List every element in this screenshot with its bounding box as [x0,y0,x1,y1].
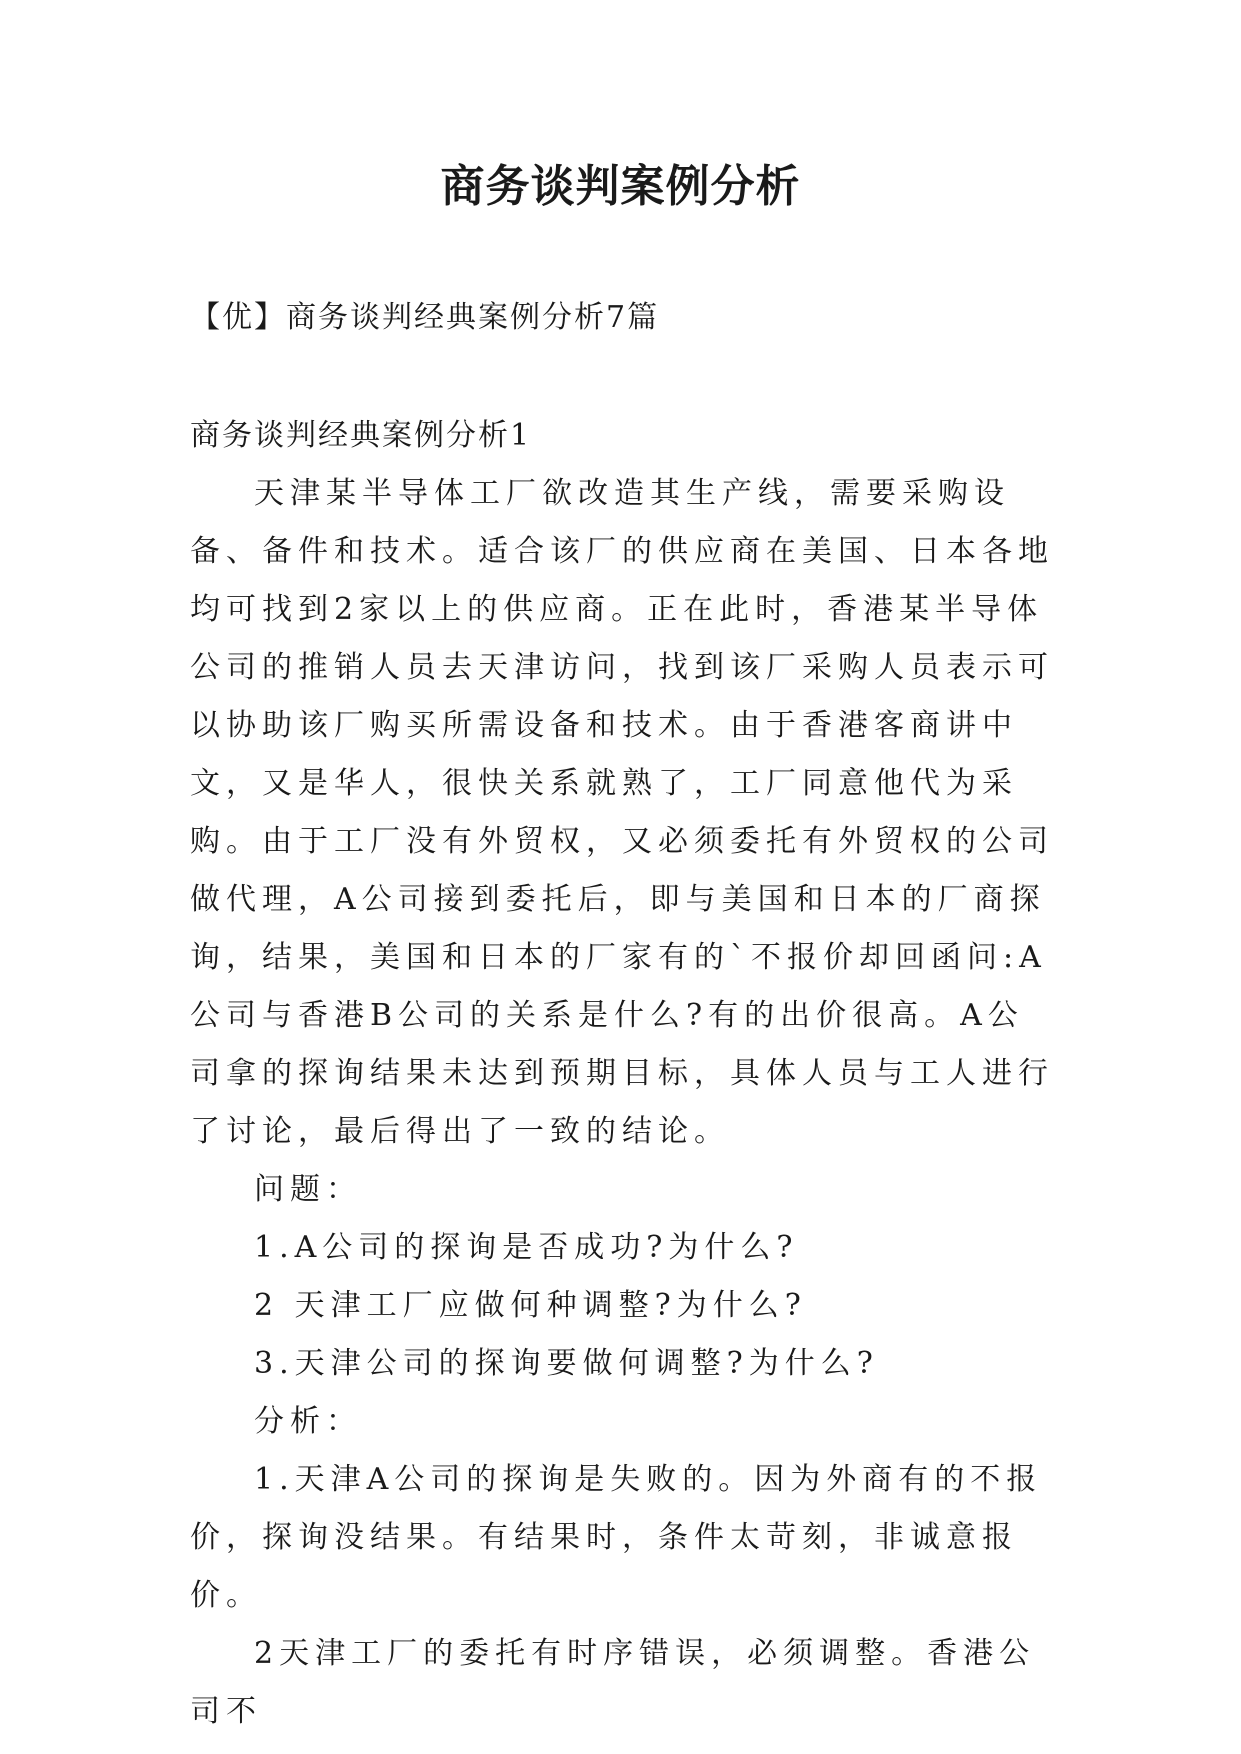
question-2: 2 天津工厂应做何种调整?为什么? [254,1288,807,1323]
analysis-2: 2天津工厂的委托有时序错误，必须调整。香港公司不 [190,1636,1036,1729]
questions-label: 问题： [254,1172,362,1207]
question-3: 3.天津公司的探询要做何调整?为什么? [254,1346,879,1381]
section-heading: 商务谈判经典案例分析1 [190,418,532,453]
analysis-1: 1.天津A公司的探询是失败的。因为外商有的不报价，探询没结果。有结果时，条件太苛刻，非诚意报价。 [190,1462,1043,1613]
document-title: 商务谈判案例分析 [440,161,801,212]
analysis-label: 分析： [254,1404,362,1439]
document-body [190,465,1055,1741]
case-paragraph: 天津某半导体工厂欲改造其生产线，需要采购设备、备件和技术。适合该厂的供应商在美国、日本各地均可找到2家以上的供应商。正在此时，香港某半导体公司的推销人员去天津访问，找到该厂采购人员表示可以协助该厂购买所需设备和技术。由于香港客商讲中文，又是华人，很快关系就熟了，工厂同意他代为采购。由于工厂没有外贸权，又必须委托有外贸权的公司做代理，A公司接到委托后，即与美国和日本的厂商探询，结果，美国和日本的厂家有的`不报价却回函问:A公司与香港B公司的关系是什么?有的出价很高。A公司拿的探询结果未达到预期目标，具体人员与工人进行了讨论，最后得出了一致的结论。 [190,476,1054,1149]
document-subtitle: 【优】商务谈判经典案例分析7篇 [190,300,660,335]
question-1: 1.A公司的探询是否成功?为什么? [254,1230,799,1265]
